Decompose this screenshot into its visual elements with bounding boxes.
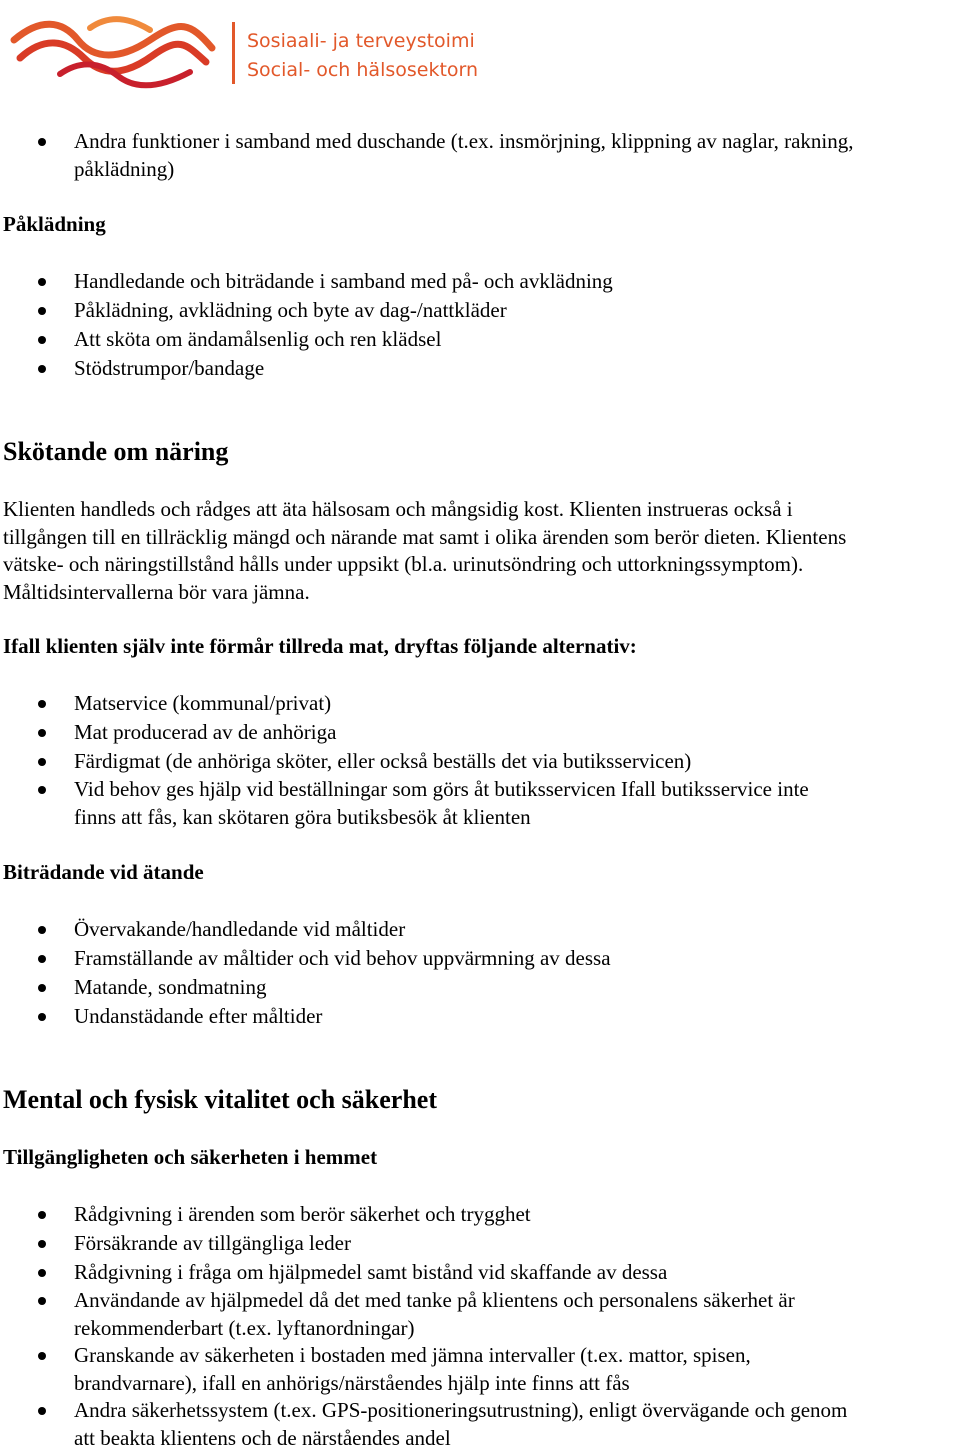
section-heading-vitalitet: Mental och fysisk vitalitet och säkerhet: [3, 1085, 438, 1114]
bullet-icon: [38, 758, 46, 766]
list-item: Undanstädande efter måltider: [0, 1002, 611, 1031]
bullet-icon: [38, 955, 46, 963]
bullet-icon: [38, 307, 46, 315]
list-item: Påklädning, avklädning och byte av dag-/nattkläder: [0, 296, 613, 325]
bullet-icon: [38, 365, 46, 373]
list-item: Stödstrumpor/bandage: [0, 354, 613, 383]
logo-divider: [232, 22, 235, 84]
bullet-icon: [38, 729, 46, 737]
list-item: Färdigmat (de anhöriga sköter, eller också beställs det via butiksservicen): [0, 747, 809, 776]
bullet-icon: [38, 1269, 46, 1277]
list-item: Mat producerad av de anhöriga: [0, 718, 809, 747]
section-heading-paklädning: Påklädning: [3, 212, 106, 236]
logo-text-finnish: Sosiaali- ja terveystoimi: [247, 30, 475, 52]
naring-list: [0, 689, 809, 831]
wave-logo-icon: [0, 0, 230, 95]
top-bullet-list: [0, 128, 853, 183]
list-item: Att sköta om ändamålsenlig och ren klädsel: [0, 325, 613, 354]
list-item: Handledande och biträdande i samband med på- och avklädning: [0, 267, 613, 296]
vitalitet-subheading: Tillgängligheten och säkerheten i hemmet: [3, 1145, 378, 1169]
naring-paragraph: Klienten handleds och rådges att äta hälsosam och mångsidig kost. Klienten instrueras också i tillgången till en tillräcklig mängd och närande mat samt i olika ärenden som berör dieten. Klientens vätske- och näringstillstånd hålls under uppsikt (bl.a. urinutsöndring och uttorkningssymptom). Måltidsintervallerna bör vara jämna.: [3, 497, 847, 604]
list-item: Försäkrande av tillgängliga leder: [0, 1229, 847, 1258]
list-item: Andra funktioner i samband med duschande (t.ex. insmörjning, klippning av naglar, rakning, påklädning): [0, 128, 853, 183]
list-item: Granskande av säkerheten i bostaden med jämna intervaller (t.ex. mattor, spisen, brandvarnare), ifall en anhörigs/närståendes hjälp inte finns att fås: [0, 1342, 847, 1397]
bullet-icon: [38, 700, 46, 708]
list-item: Andra säkerhetssystem (t.ex. GPS-positioneringsutrustning), enligt övervägande och genom att beakta klientens och de närståendes andel: [0, 1397, 847, 1452]
list-item: Övervakande/handledande vid måltider: [0, 915, 611, 944]
organization-logo: [0, 0, 510, 95]
bullet-icon: [38, 336, 46, 344]
atande-list: [0, 915, 611, 1031]
bullet-icon: [38, 138, 46, 146]
bullet-icon: [38, 926, 46, 934]
list-item: Matservice (kommunal/privat): [0, 689, 809, 718]
bullet-icon: [38, 1013, 46, 1021]
bullet-icon: [38, 1297, 46, 1305]
bullet-icon: [38, 1240, 46, 1248]
list-item: Användande av hjälpmedel då det med tanke på klientens och personalens säkerhet är rekommenderbart (t.ex. lyftanordningar): [0, 1287, 847, 1342]
paklädning-list: [0, 267, 613, 383]
bullet-icon: [38, 786, 46, 794]
bullet-icon: [38, 1407, 46, 1415]
section-heading-naring: Skötande om näring: [3, 437, 229, 466]
logo-text-swedish: Social- och hälsosektorn: [247, 59, 479, 81]
section-heading-atande: Biträdande vid ätande: [3, 860, 204, 884]
list-item: Rådgivning i ärenden som berör säkerhet och trygghet: [0, 1200, 847, 1229]
bullet-icon: [38, 278, 46, 286]
list-item: Framställande av måltider och vid behov uppvärmning av dessa: [0, 944, 611, 973]
list-item: Rådgivning i fråga om hjälpmedel samt bistånd vid skaffande av dessa: [0, 1258, 847, 1287]
list-item: Matande, sondmatning: [0, 973, 611, 1002]
bullet-icon: [38, 1211, 46, 1219]
vitalitet-list: [0, 1200, 847, 1452]
list-item: Vid behov ges hjälp vid beställningar som görs åt butiksservicen Ifall butiksservice inte finns att fås, kan skötaren göra butiksbesök åt klienten: [0, 776, 809, 831]
bullet-icon: [38, 984, 46, 992]
naring-subheading: Ifall klienten själv inte förmår tillreda mat, dryftas följande alternativ:: [3, 634, 637, 658]
bullet-icon: [38, 1352, 46, 1360]
